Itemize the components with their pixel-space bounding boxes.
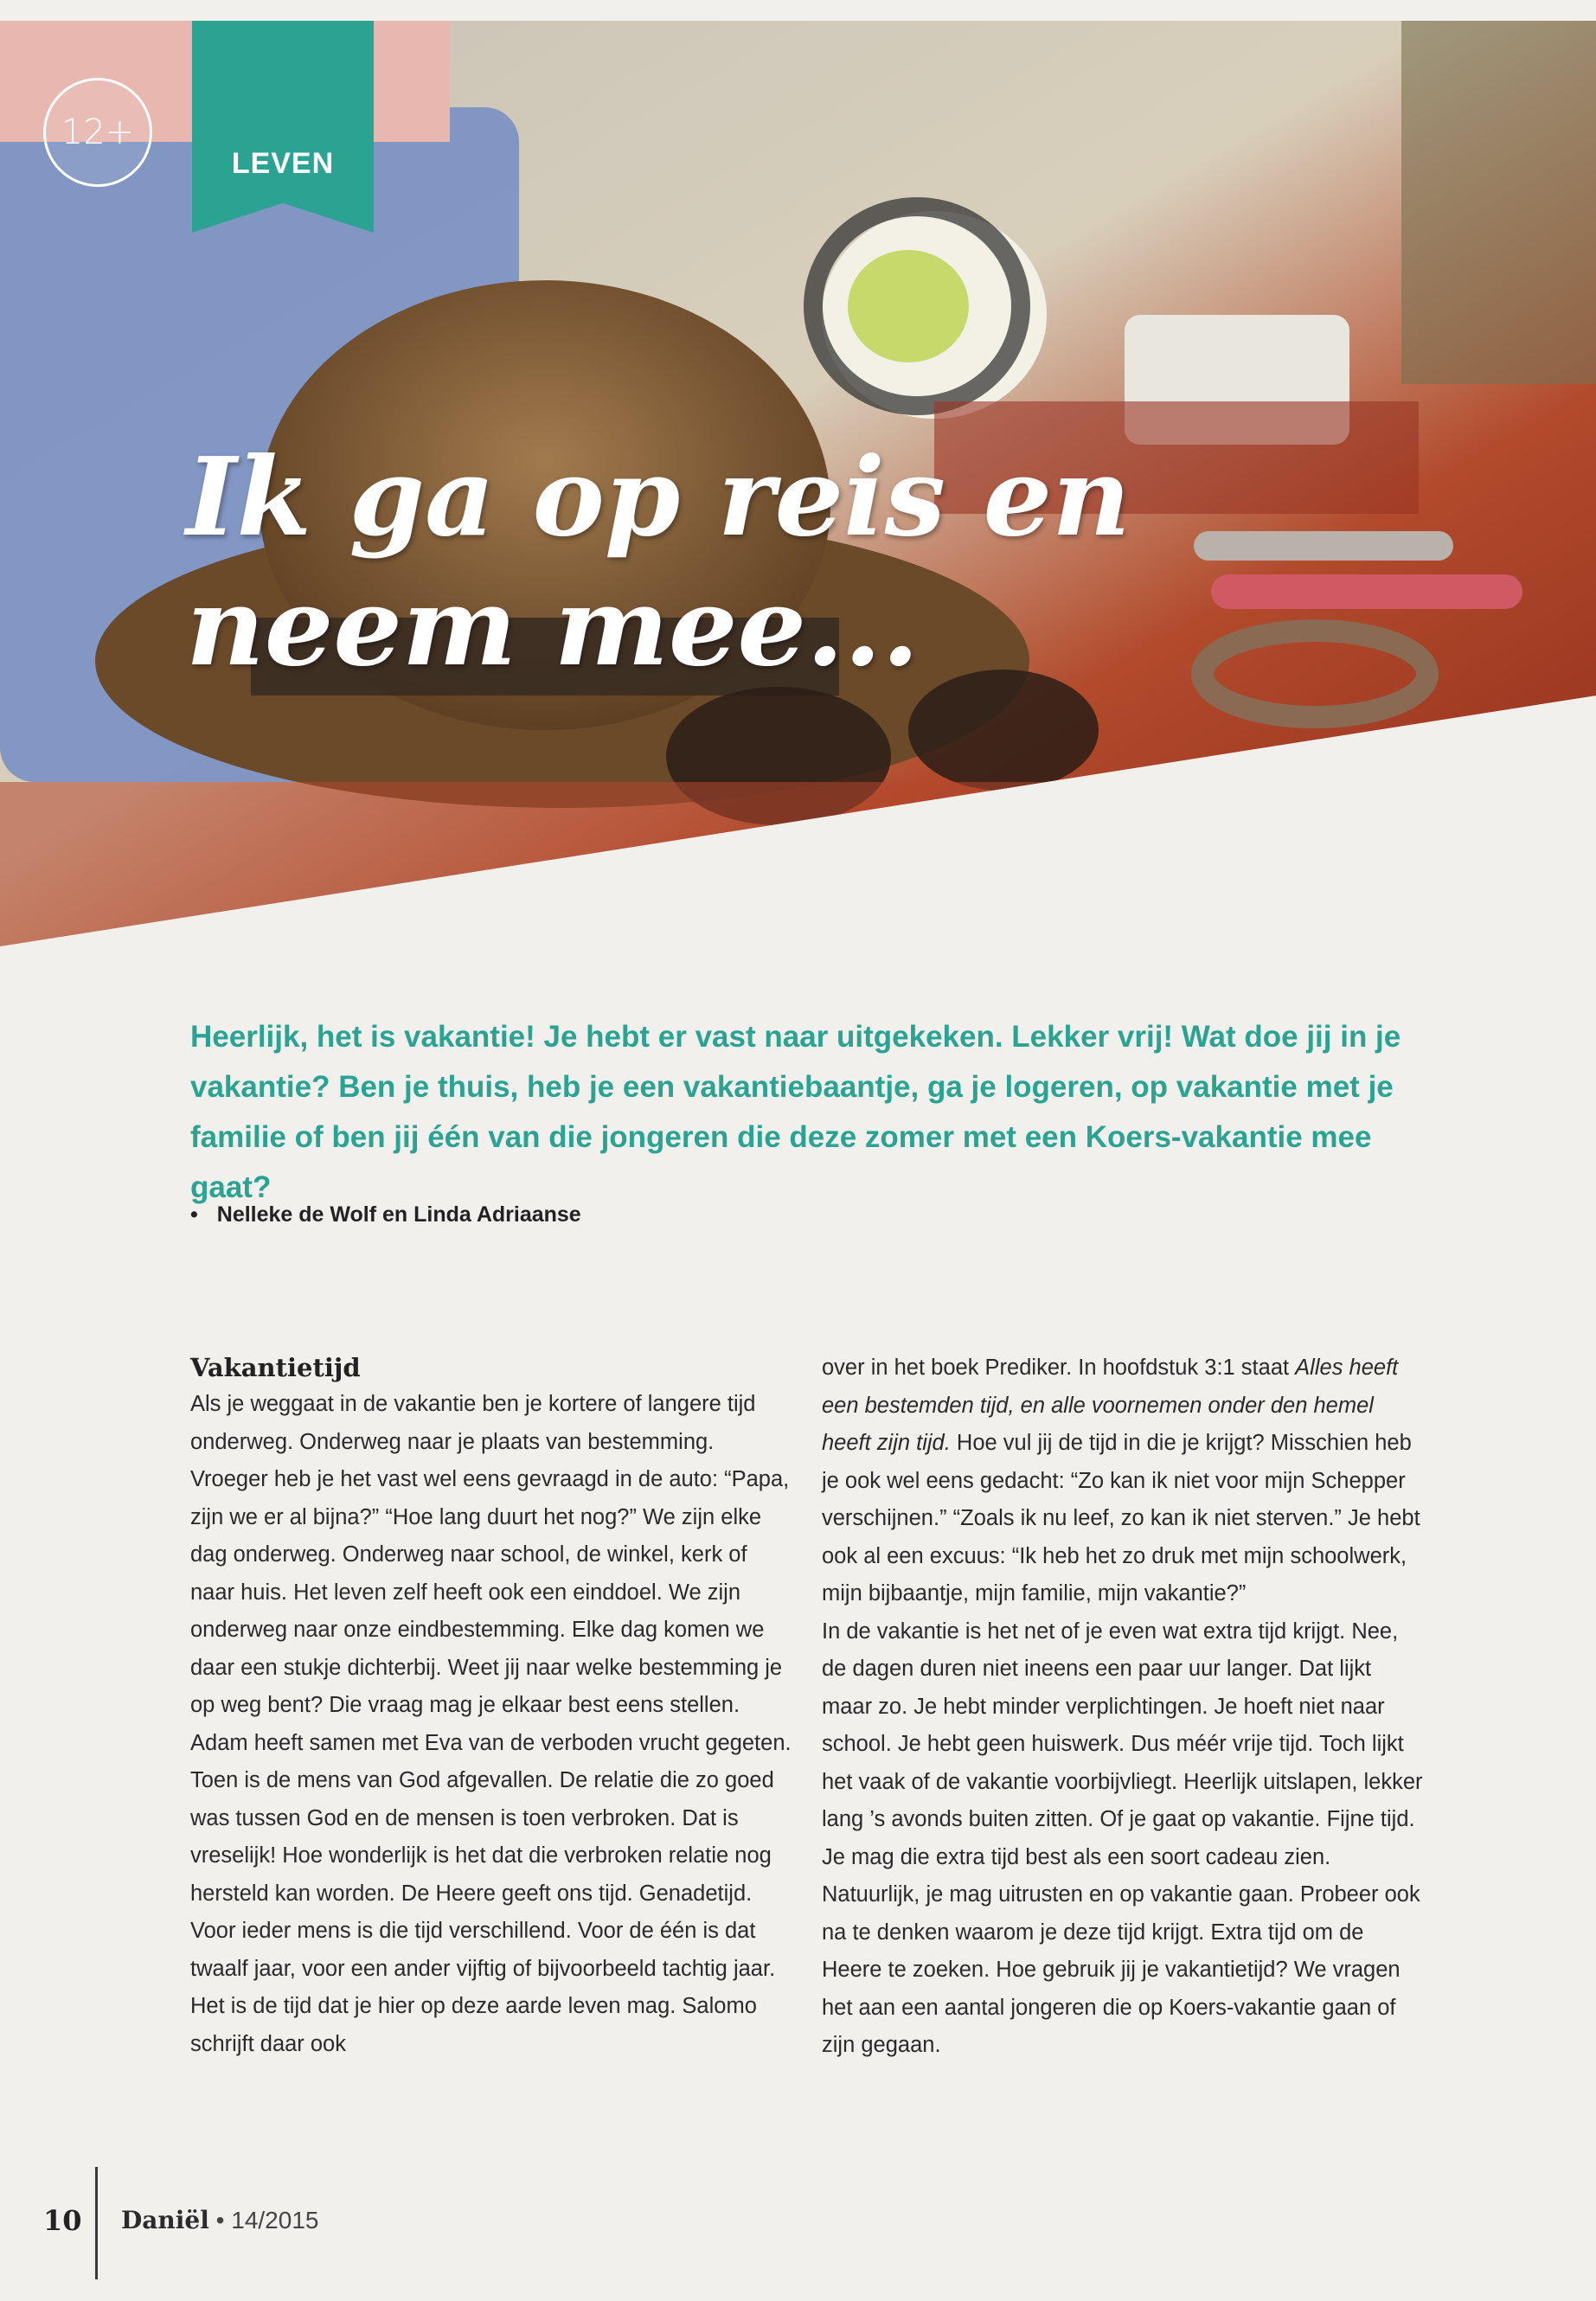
footer-divider xyxy=(95,2167,98,2279)
footer-magazine xyxy=(121,2206,318,2234)
byline-authors: Nelleke de Wolf en Linda Adriaanse xyxy=(216,1202,581,1227)
article-title xyxy=(186,433,1311,692)
intro-text: Heerlijk, het is vakantie! Je hebt er vast naar uitgekeken. Lekker vrij! Wat doe jij in je vakantie? Ben je thuis, heb je een vakantiebaantje, ga je logeren, op vakantie met je familie of ben jij één van die jongeren die deze zomer met een Koers-vakantie mee gaat? xyxy=(190,1020,1401,1204)
byline xyxy=(190,1202,581,1227)
page-number: 10 xyxy=(43,2204,82,2237)
section-tab-label: LEVEN xyxy=(231,147,335,180)
article-paragraph: Als je weggaat in de vakantie ben je kortere of langere tijd onderweg. Onderweg naar je plaats van bestemming. Vroeger heb je het vast wel eens gevraagd in de auto: “Papa, zijn we er al bijna?” “Hoe lang duurt het nog?” We zijn elke dag onderweg. Onderweg naar school, de winkel, kerk of naar huis. Het leven zelf heeft ook een einddoel. We zijn onderweg naar onze eindbestemming. Elke dag komen we daar een stukje dichterbij. Weet jij naar welke bestemming je op weg bent? Die vraag mag je elkaar best eens stellen. xyxy=(190,1392,790,1717)
article-paragraph: Adam heeft samen met Eva van de verboden vrucht gegeten. Toen is de mens van God afgevallen. De relatie die zo goed was tussen God en de mensen is toen verbroken. Dat is vreselijk! Hoe wonderlijk is het dat die verbroken relatie nog hersteld kan worden. De Heere geeft ons tijd. Genadetijd. Voor ieder mens is die tijd verschillend. Voor de één is dat twaalf jaar, voor een ander vijftig of bijvoorbeeld tachtig jaar. Het is de tijd dat je hier op deze aarde leven mag. Salomo schrijft daar ook xyxy=(190,1730,792,2056)
footer-separator: • xyxy=(208,2207,232,2234)
article-paragraph xyxy=(822,1349,1427,1613)
age-badge xyxy=(43,78,152,187)
article-text: Hoe vul jij de tijd in die je krijgt? Misschien heb je ook wel eens gedacht: “Zo kan ik niet voor mijn Schepper verschijnen.” “Zoals ik nu leef, zo kan ik niet sterven.” Je hebt ook al een excuus: “Ik heb het zo druk met mijn schoolwerk, mijn bijbaantje, mijn familie, mijn vakantie?” xyxy=(822,1431,1420,1606)
article-text: over in het boek Prediker. In hoofdstuk 3:1 staat xyxy=(822,1356,1296,1380)
article-column-right xyxy=(822,1349,1427,2065)
article-paragraph: In de vakantie is het net of je even wat extra tijd krijgt. Nee, de dagen duren niet ineens een paar uur langer. Dat lijkt maar zo. Je hebt minder verplichtingen. Je hoeft niet naar school. Je hebt geen huiswerk. Dus méér vrije tijd. Toch lijkt het vaak of de vakantie voorbijvliegt. Heerlijk uitslapen, lekker lang ’s avonds buiten zitten. Of je gaat op vakantie. Fijne tijd. Je mag die extra tijd best als een soort cadeau zien. Natuurlijk, je mag uitrusten en op vakantie gaan. Probeer ook na te denken waarom je deze tijd krijgt. Extra tijd om de Heere te zoeken. Hoe gebruik jij je vakantietijd? We vragen het aan een aantal jongeren die op Koers-vakantie gaan of zijn gegaan. xyxy=(822,1618,1423,2057)
age-badge-label: 12+ xyxy=(61,112,135,152)
section-tab xyxy=(192,21,374,233)
article-title-line-2: neem mee... xyxy=(186,564,920,690)
article-subhead: Vakantietijd xyxy=(190,1353,361,1382)
issue-number: 14/2015 xyxy=(231,2207,319,2234)
scripture-quote: Alles heeft een bestemden tijd, en alle voornemen onder den hemel heeft zijn tijd. xyxy=(822,1356,1399,1455)
article-title-line-1: Ik ga op reis en xyxy=(186,434,1131,561)
bullet-icon: • xyxy=(190,1202,198,1227)
magazine-name: Daniël xyxy=(121,2206,209,2234)
article-column-left xyxy=(190,1349,796,2063)
